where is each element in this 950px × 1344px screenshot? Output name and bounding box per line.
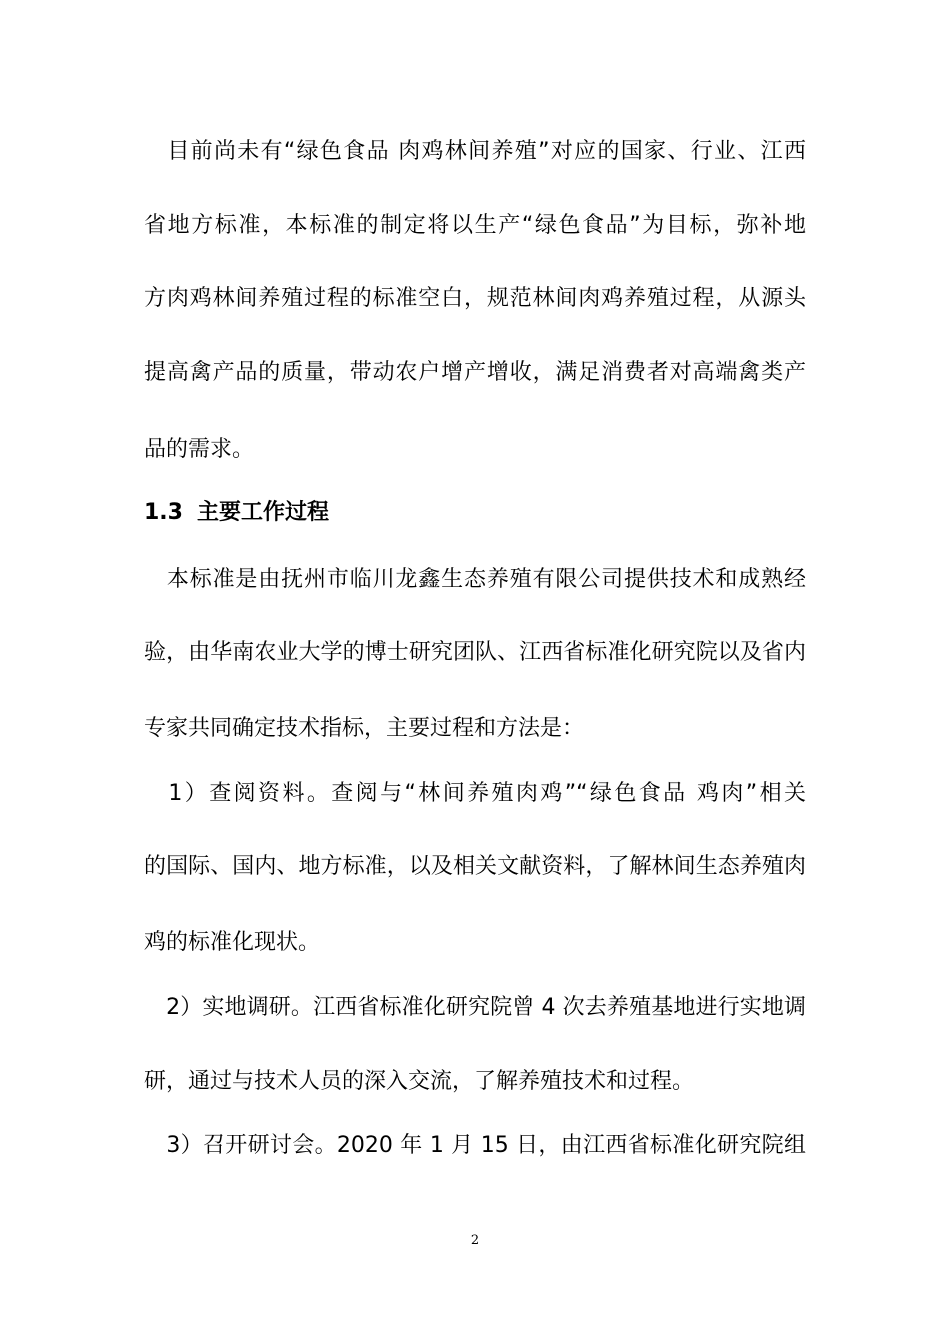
item1-line-2: 的国际、国内、地方标准，以及相关文献资料，了解林间生态养殖肉 xyxy=(144,854,806,879)
section-title: 主要工作过程 xyxy=(196,500,329,525)
paragraph2-line-1: 本标准是由抚州市临川龙鑫生态养殖有限公司提供技术和成熟经 xyxy=(144,567,806,592)
item1-line-3: 鸡的标准化现状。 xyxy=(144,930,321,955)
paragraph2-line-3: 专家共同确定技术指标，主要过程和方法是： xyxy=(144,716,585,741)
paragraph1-line-2: 省地方标准，本标准的制定将以生产“绿色食品”为目标，弥补地 xyxy=(144,213,806,238)
section-number: 1.3 xyxy=(144,500,183,525)
item1-line-1: 1）查阅资料。查阅与“林间养殖肉鸡”“绿色食品 鸡肉”相关 xyxy=(144,781,806,806)
paragraph1-line-4: 提高禽产品的质量，带动农户增产增收，满足消费者对高端禽类产 xyxy=(144,360,806,385)
paragraph1-line-1: 目前尚未有“绿色食品 肉鸡林间养殖”对应的国家、行业、江西 xyxy=(144,139,806,164)
paragraph2-line-2: 验，由华南农业大学的博士研究团队、江西省标准化研究院以及省内 xyxy=(144,640,806,665)
item2-line-2: 研，通过与技术人员的深入交流，了解养殖技术和过程。 xyxy=(144,1069,695,1094)
item2-line-1: 2）实地调研。江西省标准化研究院曾 4 次去养殖基地进行实地调 xyxy=(144,995,806,1020)
paragraph1-line-3: 方肉鸡林间养殖过程的标准空白，规范林间肉鸡养殖过程，从源头 xyxy=(144,286,806,311)
paragraph1-line-5: 品的需求。 xyxy=(144,437,255,462)
section-heading xyxy=(144,498,329,528)
item3-line-1: 3）召开研讨会。2020 年 1 月 15 日，由江西省标准化研究院组 xyxy=(144,1133,806,1158)
page-number: 2 xyxy=(470,1233,480,1248)
